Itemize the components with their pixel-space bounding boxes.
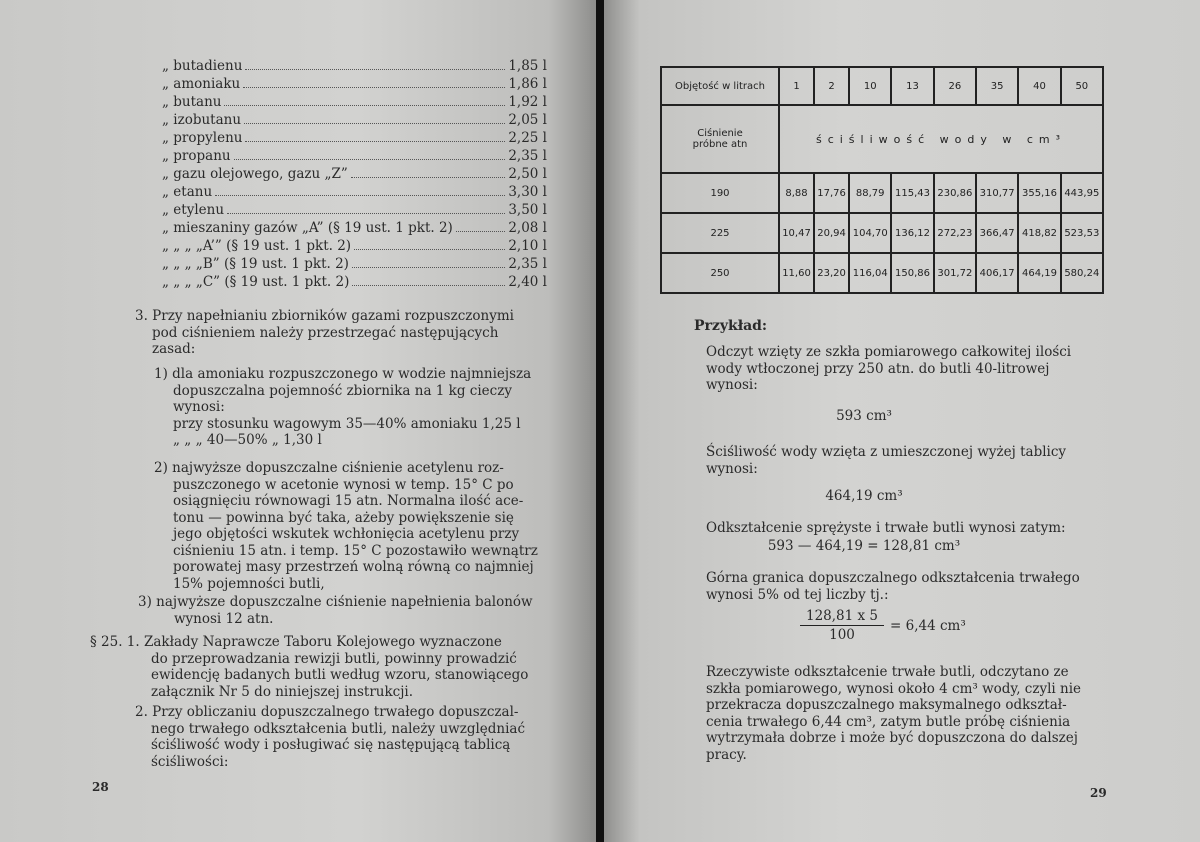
text-line: Odkształcenie sprężyste i trwałe butli wynosi zatym: (706, 520, 1066, 536)
fraction-formula (800, 608, 966, 643)
gas-name: „ „ „ „C” (§ 19 ust. 1 pkt. 2) (162, 274, 350, 290)
text-line: przekracza dopuszczalnego maksymalnego odkształ- (706, 697, 1067, 713)
text-line: wytrzymała dobrze i może być dopuszczona do dalszej (706, 730, 1078, 746)
gas-name: „ etanu (162, 184, 213, 200)
gas-list-item (162, 202, 547, 220)
text-line: pod ciśnieniem należy przestrzegać następujących (152, 324, 499, 341)
dot-leader (245, 141, 505, 142)
gas-list-item (162, 112, 547, 130)
right-page (604, 0, 1200, 842)
gas-value: 2,05 l (508, 112, 547, 128)
text-line: 2) najwyższe dopuszczalne ciśnienie acetylenu roz- (154, 460, 504, 476)
item-3-balloons (138, 594, 533, 627)
gas-value: 2,10 l (508, 238, 547, 254)
text-line: ściśliwość wody i posługiwać się następującą tablicą (151, 737, 511, 753)
compressibility-cell: 23,20 (814, 253, 849, 293)
compressibility-cell: 580,24 (1061, 253, 1103, 293)
dot-leader (456, 231, 506, 232)
pressure-cell: 190 (661, 173, 779, 213)
table-row (661, 173, 1103, 213)
text-line: Ściśliwość wody wzięta z umieszczonej wyżej tablicy (706, 444, 1067, 460)
compressibility-cell: 8,88 (779, 173, 814, 213)
table-body (661, 173, 1103, 293)
compressibility-cell: 115,43 (891, 173, 933, 213)
compressibility-cell: 443,95 (1061, 173, 1103, 213)
text-line: pracy. (706, 746, 747, 763)
gas-value: 1,92 l (508, 94, 547, 110)
example-paragraph-3 (706, 520, 1066, 537)
item-2-acetylene (154, 460, 538, 592)
text-line: ewidencję badanych butli według wzoru, stanowiącego (151, 667, 529, 683)
text-line: Rzeczywiste odkształcenie trwałe butli, odczytano ze (706, 664, 1069, 680)
compressibility-cell: 464,19 (1018, 253, 1060, 293)
gas-list-item (162, 76, 547, 94)
page-number-left: 28 (92, 780, 109, 794)
text-line: 2. Przy obliczaniu dopuszczalnego trwałego dopuszczal- (135, 704, 519, 720)
table-label-row (661, 105, 1103, 173)
gas-list-item (162, 184, 547, 202)
text-line: nego trwałego odkształcenia butli, należy uwzględniać (151, 720, 526, 737)
gas-name: „ mieszaniny gazów „A” (§ 19 ust. 1 pkt. 2) (162, 220, 453, 236)
compressibility-cell: 116,04 (849, 253, 891, 293)
table-row (661, 253, 1103, 293)
gas-value: 1,85 l (508, 58, 547, 74)
text-line: wynosi: (706, 377, 758, 393)
paragraph-3 (135, 308, 514, 358)
compressibility-cell: 88,79 (849, 173, 891, 213)
left-page (0, 0, 596, 842)
gas-value: 2,50 l (508, 166, 547, 182)
gas-name: „ amoniaku (162, 76, 241, 92)
gas-list-item (162, 94, 547, 112)
dot-leader (245, 69, 505, 70)
dot-leader (351, 177, 506, 178)
gas-name: „ propanu (162, 148, 231, 164)
section-25-2 (135, 704, 525, 770)
text-line: jego objętości wskutek wchłonięcia acetylenu przy (173, 526, 520, 542)
gas-name: „ izobutanu (162, 112, 242, 128)
gas-capacity-list (162, 58, 547, 292)
gas-value: 2,40 l (508, 274, 547, 290)
text-line: osiągnięciu równowagi 15 atn. Normalna ilość ace- (173, 493, 524, 509)
example-paragraph-4 (706, 570, 1080, 603)
dot-leader (234, 159, 506, 160)
item-1-ammonia (154, 366, 531, 449)
gas-name: „ „ „ „B” (§ 19 ust. 1 pkt. 2) (162, 256, 349, 272)
text-line: wynosi: (706, 460, 758, 477)
text-line: wody wtłoczonej przy 250 atn. do butli 40-litrowej (706, 360, 1050, 377)
compressibility-cell: 11,60 (779, 253, 814, 293)
text-line: 3) najwyższe dopuszczalne ciśnienie napełnienia balonów (138, 594, 533, 610)
volume-cell: 13 (891, 67, 933, 105)
gas-name: „ butanu (162, 94, 222, 110)
text-line: 1) dla amoniaku rozpuszczonego w wodzie najmniejsza (154, 366, 532, 382)
compressibility-cell: 20,94 (814, 213, 849, 253)
volume-cell: 50 (1061, 67, 1103, 105)
gas-value: 2,35 l (508, 148, 547, 164)
text-line: puszczonego w acetonie wynosi w temp. 15° C po (173, 476, 514, 493)
gas-list-item (162, 274, 547, 292)
compressibility-cell: 523,53 (1061, 213, 1103, 253)
book-gutter (596, 0, 604, 842)
gas-value: 2,35 l (508, 256, 547, 272)
example-paragraph-5 (706, 664, 1081, 763)
text-line: ściśliwości: (151, 753, 229, 770)
compressibility-cell: 272,23 (934, 213, 976, 253)
table-row (661, 213, 1103, 253)
gas-value: 1,86 l (508, 76, 547, 92)
example-value-3: 593 — 464,19 = 128,81 cm³ (767, 538, 961, 554)
gas-list-item (162, 130, 547, 148)
pressure-label-line: Ciśnienie (697, 128, 743, 139)
gas-list-item (162, 148, 547, 166)
page-number-right: 29 (1090, 786, 1107, 800)
fraction (800, 608, 884, 643)
compressibility-cell: 104,70 (849, 213, 891, 253)
gas-value: 2,25 l (508, 130, 547, 146)
compressibility-cell: 366,47 (976, 213, 1018, 253)
example-heading: Przykład: (694, 318, 768, 334)
fraction-numerator: 128,81 x 5 (800, 608, 884, 626)
text-line: wynosi: (173, 399, 225, 415)
text-line: do przeprowadzania rewizji butli, powinny prowadzić (151, 650, 517, 667)
volume-cell: 2 (814, 67, 849, 105)
dot-leader (352, 267, 505, 268)
text-line: 3. Przy napełnianiu zbiorników gazami rozpuszczonymi (135, 308, 514, 324)
volume-cell: 1 (779, 67, 814, 105)
gas-list-item (162, 238, 547, 256)
text-line: dopuszczalna pojemność zbiornika na 1 kg cieczy (173, 382, 512, 399)
gas-name: „ gazu olejowego, gazu „Z” (162, 166, 348, 182)
gas-name: „ propylenu (162, 130, 243, 146)
gas-value: 3,50 l (508, 202, 547, 218)
pressure-cell: 225 (661, 213, 779, 253)
gas-name: „ butadienu (162, 58, 243, 74)
compressibility-cell: 230,86 (934, 173, 976, 213)
text-line: 15% pojemności butli, (173, 575, 325, 592)
text-line: § 25. 1. Zakłady Naprawcze Taboru Kolejowego wyznaczone (90, 634, 502, 650)
text-line: cenia trwałego 6,44 cm³, zatym butle próbę ciśnienia (706, 713, 1071, 730)
compressibility-cell: 418,82 (1018, 213, 1060, 253)
text-line: tonu — powinna być taka, ażeby powiększenie się (173, 509, 514, 526)
dot-leader (215, 195, 505, 196)
dot-leader (243, 87, 505, 88)
volume-cell: 35 (976, 67, 1018, 105)
compressibility-span-label: ściśliwość wody w cm³ (779, 105, 1103, 173)
compressibility-cell: 406,17 (976, 253, 1018, 293)
compressibility-cell: 310,77 (976, 173, 1018, 213)
text-line: porowatej masy przestrzeń wolną równą co najmniej (173, 559, 534, 575)
dot-leader (244, 123, 505, 124)
dot-leader (354, 249, 505, 250)
gas-name: „ etylenu (162, 202, 225, 218)
gas-name: „ „ „ „A’” (§ 19 ust. 1 pkt. 2) (162, 238, 352, 254)
compressibility-table (660, 66, 1104, 294)
text-line: załącznik Nr 5 do niniejszej instrukcji. (151, 683, 413, 700)
text-line: Odczyt wzięty ze szkła pomiarowego całkowitej ilości (706, 344, 1072, 360)
gas-list-item (162, 220, 547, 238)
gas-list-item (162, 166, 547, 184)
dot-leader (227, 213, 505, 214)
table-header-row (661, 67, 1103, 105)
text-line: wynosi 5% od tej liczby tj.: (706, 586, 889, 603)
pressure-cell: 250 (661, 253, 779, 293)
section-25-1 (90, 634, 528, 700)
example-value-2: 464,19 cm³ (825, 488, 903, 504)
compressibility-cell: 301,72 (934, 253, 976, 293)
gas-value: 2,08 l (508, 220, 547, 236)
text-line: Górna granica dopuszczalnego odkształcenia trwałego (706, 570, 1080, 586)
text-line: „ „ „ 40—50% „ 1,30 l (173, 432, 322, 448)
text-line: ciśnieniu 15 atn. i temp. 15° C pozostawiło wewnątrz (173, 542, 538, 559)
text-line: zasad: (152, 341, 196, 357)
compressibility-cell: 10,47 (779, 213, 814, 253)
gas-list-item (162, 256, 547, 274)
compressibility-cell: 17,76 (814, 173, 849, 213)
text-line: wynosi 12 atn. (174, 610, 274, 627)
volume-cell: 26 (934, 67, 976, 105)
compressibility-cell: 355,16 (1018, 173, 1060, 213)
dot-leader (352, 285, 505, 286)
compressibility-cell: 136,12 (891, 213, 933, 253)
volume-cell: 10 (849, 67, 891, 105)
volume-cell: 40 (1018, 67, 1060, 105)
fraction-result: = 6,44 cm³ (890, 617, 966, 634)
dot-leader (224, 105, 505, 106)
text-line: szkła pomiarowego, wynosi około 4 cm³ wody, czyli nie (706, 680, 1082, 697)
pressure-label-line: próbne atn (692, 139, 748, 150)
compressibility-cell: 150,86 (891, 253, 933, 293)
text-line: przy stosunku wagowym 35—40% amoniaku 1,25 l (173, 415, 521, 432)
gas-list-item (162, 58, 547, 76)
pressure-header (661, 105, 779, 173)
example-paragraph-1 (706, 344, 1071, 394)
example-paragraph-2 (706, 444, 1066, 477)
volume-header: Objętość w litrach (661, 67, 779, 105)
fraction-denominator: 100 (829, 627, 855, 643)
example-value-1: 593 cm³ (836, 408, 892, 424)
gas-value: 3,30 l (508, 184, 547, 200)
